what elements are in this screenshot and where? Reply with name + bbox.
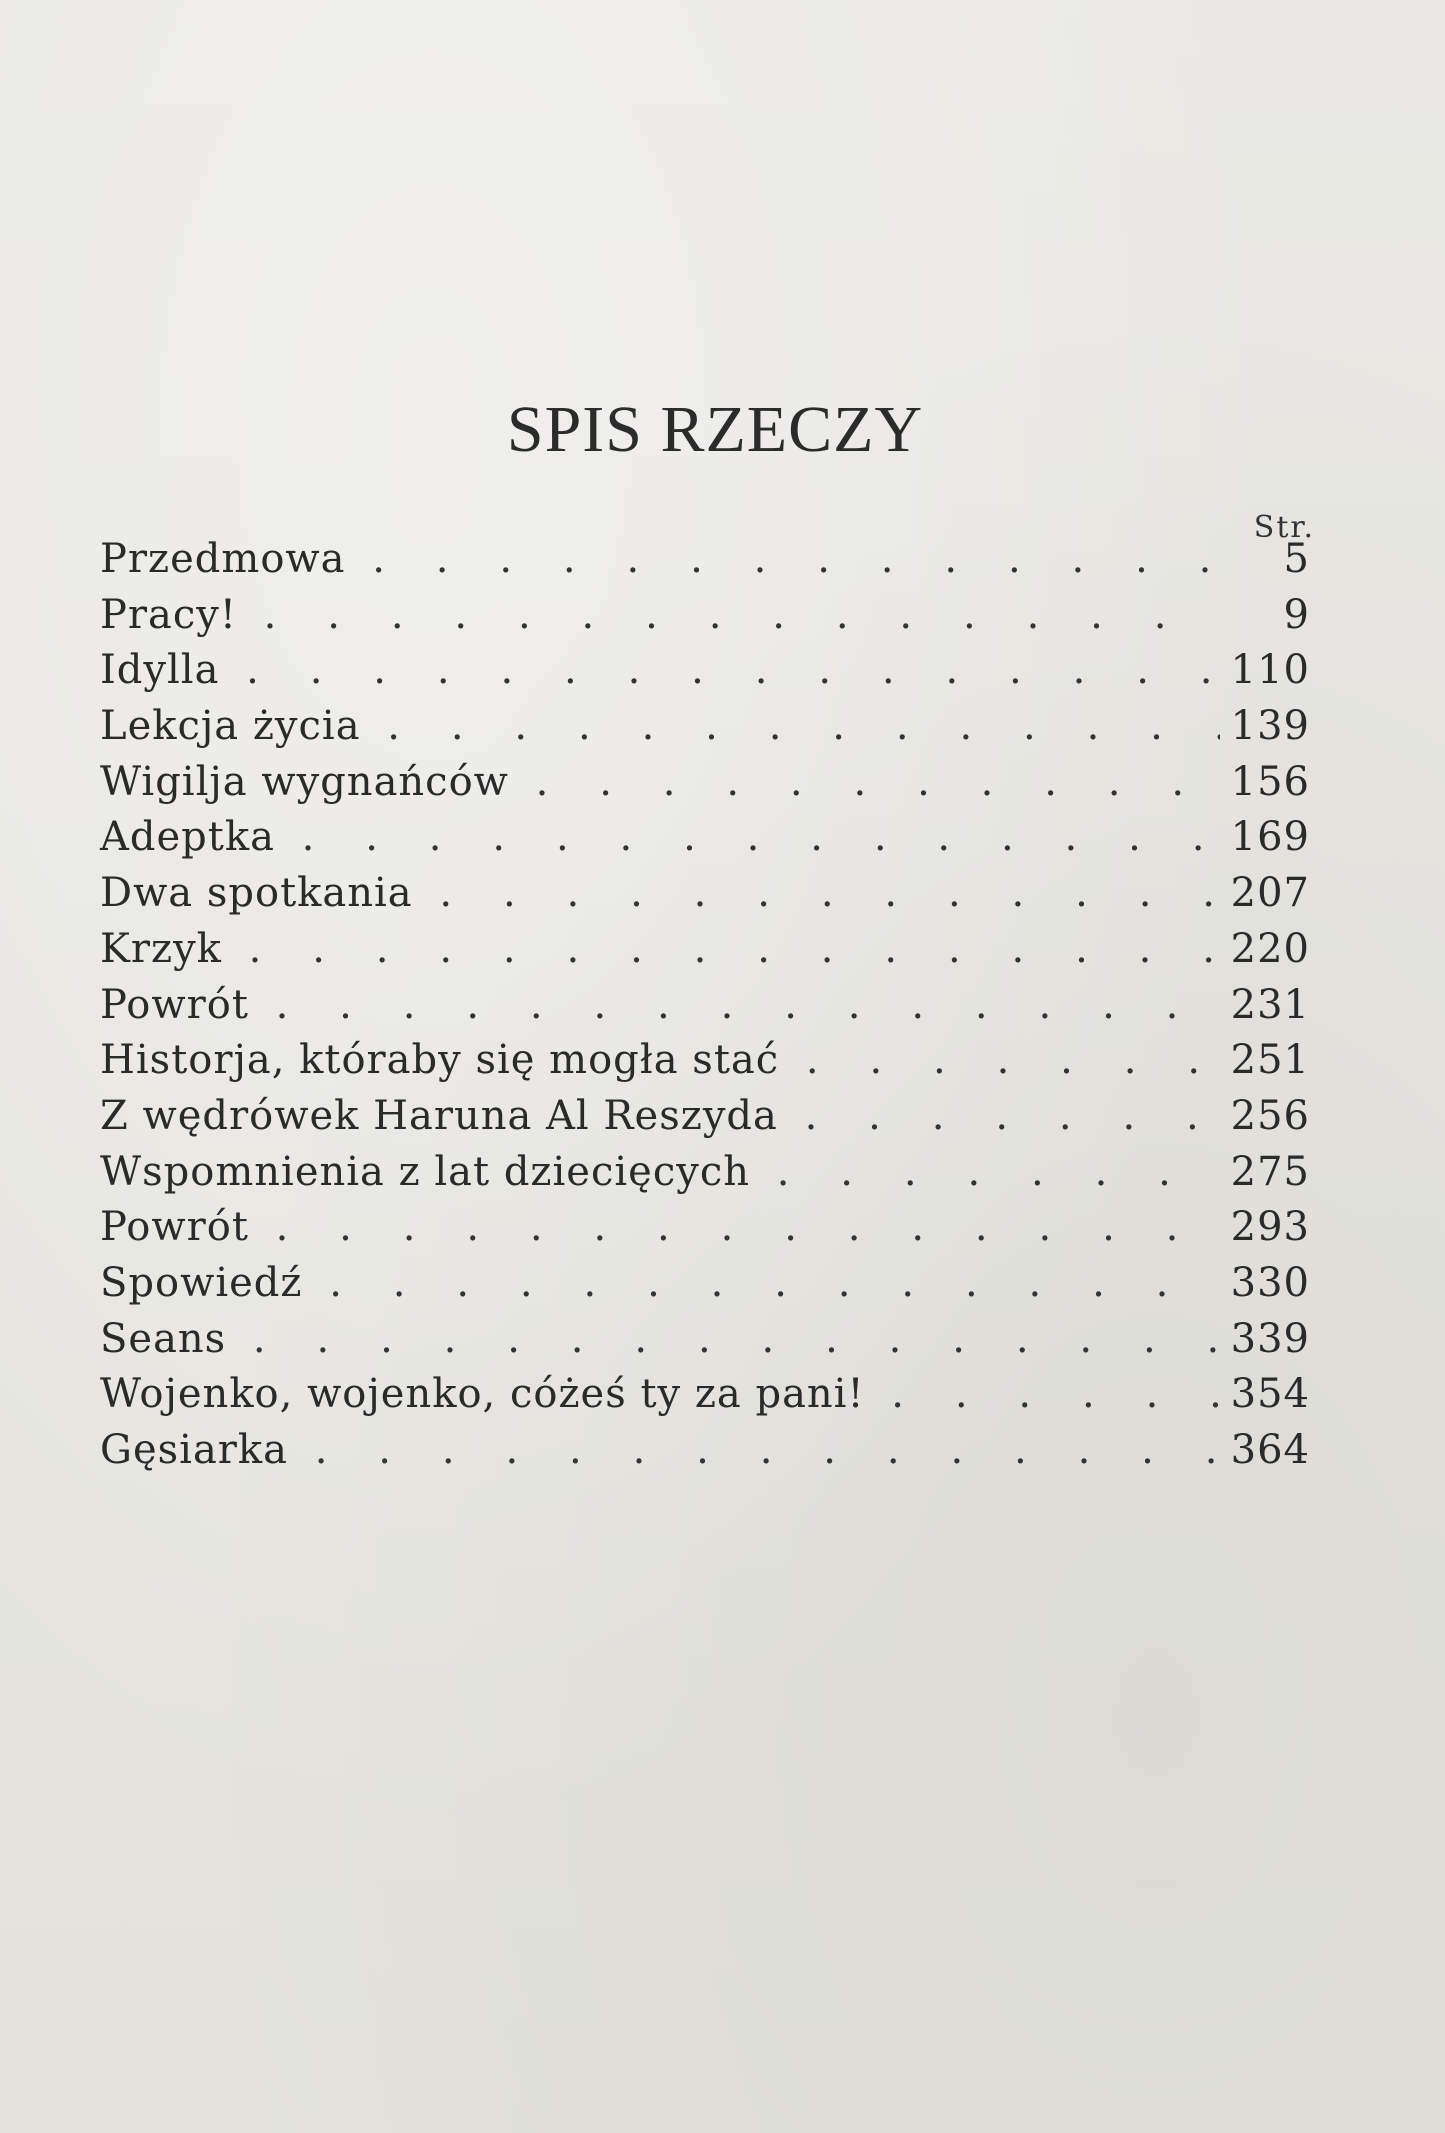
toc-entry-page: 256 xyxy=(1230,1092,1310,1139)
toc-entry-title: Gęsiarka xyxy=(100,1427,288,1473)
toc-entry-page: 110 xyxy=(1230,647,1310,694)
dot-leader xyxy=(523,755,1220,811)
toc-entry-page: 364 xyxy=(1230,1427,1310,1473)
toc-entry xyxy=(100,755,1310,811)
dot-leader xyxy=(302,1423,1220,1479)
toc-entry-title: Dwa spotkania xyxy=(100,870,413,917)
dot-leader xyxy=(263,1200,1220,1256)
dot-leader xyxy=(233,643,1220,699)
toc-entry xyxy=(100,1089,1310,1145)
toc-entry-page: 293 xyxy=(1230,1204,1310,1251)
toc-entry-page: 156 xyxy=(1230,758,1310,805)
toc-entry xyxy=(100,1256,1310,1312)
dot-leader xyxy=(289,810,1220,866)
toc-entry-page: 9 xyxy=(1283,591,1310,638)
toc-entry xyxy=(100,643,1310,699)
toc-entry-page: 169 xyxy=(1230,814,1310,861)
dot-leader xyxy=(251,588,1220,644)
toc-entry xyxy=(100,1033,1310,1089)
toc-entry-title: Spowiedź xyxy=(100,1259,303,1306)
dot-leader xyxy=(263,978,1220,1034)
toc-entry-title: Krzyk xyxy=(100,925,222,972)
toc-entry-page: 275 xyxy=(1230,1148,1310,1195)
toc-entry-page: 251 xyxy=(1230,1037,1310,1084)
dot-leader xyxy=(236,922,1220,978)
toc-entry-page: 339 xyxy=(1230,1315,1310,1362)
toc-entry xyxy=(100,1145,1310,1201)
toc-entry xyxy=(100,1423,1310,1479)
dot-leader xyxy=(792,1089,1220,1145)
dot-leader xyxy=(764,1145,1220,1201)
toc-entry-page: 207 xyxy=(1230,870,1310,917)
table-of-contents xyxy=(100,532,1310,1479)
toc-entry-title: Powrót xyxy=(100,1204,249,1251)
toc-entry xyxy=(100,1367,1310,1423)
toc-entry-title: Wigilja wygnańców xyxy=(100,758,509,805)
toc-entry xyxy=(100,532,1310,588)
toc-entry-title: Idylla xyxy=(100,647,220,694)
toc-entry xyxy=(100,866,1310,922)
dot-leader xyxy=(793,1033,1220,1089)
toc-entry-page: 231 xyxy=(1230,981,1310,1028)
toc-entry-title: Przedmowa xyxy=(100,536,346,582)
toc-entry xyxy=(100,1200,1310,1256)
dot-leader xyxy=(240,1312,1220,1368)
dot-leader xyxy=(375,699,1220,755)
toc-entry xyxy=(100,810,1310,866)
toc-entry-title: Wspomnienia z lat dziecięcych xyxy=(100,1148,750,1195)
toc-entry-title: Seans xyxy=(100,1315,227,1362)
toc-entry xyxy=(100,978,1310,1034)
toc-entry-page: 330 xyxy=(1230,1259,1310,1306)
toc-entry-page: 139 xyxy=(1230,703,1310,750)
page-column-label: Str. xyxy=(1253,510,1315,545)
toc-entry-title: Z wędrówek Haruna Al Reszyda xyxy=(100,1092,778,1139)
dot-leader xyxy=(879,1367,1220,1423)
page-title: SPIS RZECZY xyxy=(506,393,924,466)
toc-entry-title: Historja, którаby się mogła stać xyxy=(100,1037,780,1084)
toc-entry-page: 354 xyxy=(1230,1371,1310,1418)
dot-leader xyxy=(316,1256,1220,1312)
toc-entry-title: Lekcja życia xyxy=(100,703,361,750)
toc-entry xyxy=(100,922,1310,978)
toc-entry xyxy=(100,588,1310,644)
toc-entry-title: Wojenko, wojenko, cóżeś ty za pani! xyxy=(100,1371,865,1418)
toc-entry xyxy=(100,699,1310,755)
toc-entry-title: Pracy! xyxy=(100,591,237,638)
toc-entry-title: Powrót xyxy=(100,981,249,1028)
dot-leader xyxy=(359,532,1220,588)
dot-leader xyxy=(427,866,1220,922)
toc-entry-page: 5 xyxy=(1283,536,1310,582)
toc-entry-title: Adeptka xyxy=(100,814,275,861)
toc-entry-page: 220 xyxy=(1230,925,1310,972)
toc-entry xyxy=(100,1312,1310,1368)
